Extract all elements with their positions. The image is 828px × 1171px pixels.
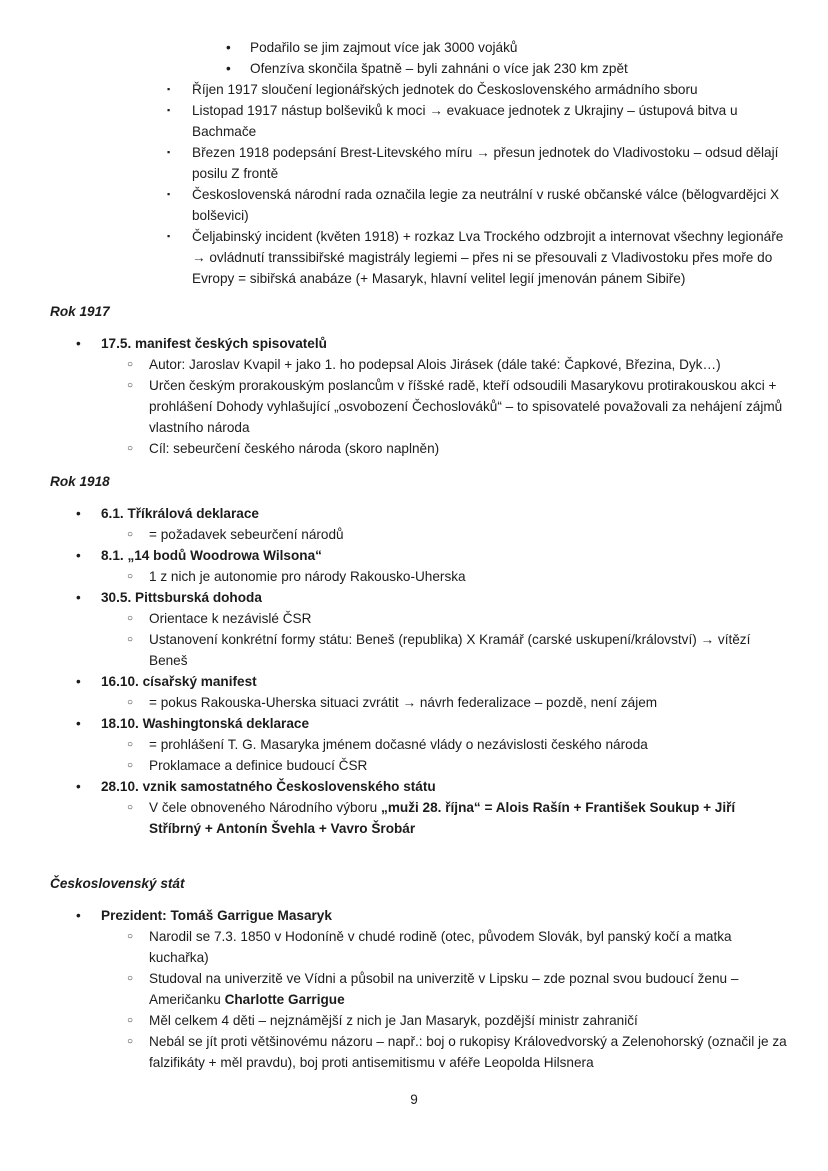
item-text	[149, 378, 782, 435]
item-text	[149, 737, 648, 752]
item-text	[250, 61, 628, 76]
bullet-marker-icon: ▪	[167, 105, 171, 115]
text-run: Proklamace a definice budoucí ČSR	[149, 758, 368, 773]
item-text	[250, 40, 517, 55]
bullet-item	[50, 734, 790, 755]
item-text	[149, 929, 732, 965]
bullet-item	[50, 438, 790, 459]
bullet-marker-icon: ○	[127, 1036, 134, 1047]
item-text	[101, 548, 322, 563]
item-text	[149, 527, 344, 542]
bullet-marker-icon: ▪	[167, 84, 171, 94]
text-run: „muži 28. října“ = Alois Rašín + František Soukup + Jiří Stříbrný + Antonín Švehla + Vavro Šrobár	[149, 800, 736, 836]
bullet-marker-icon: ○	[127, 931, 134, 942]
spacer	[50, 289, 790, 301]
item-text	[149, 569, 466, 584]
text-run: 28.10. vznik samostatného Československého státu	[101, 779, 436, 794]
text-run: = prohlášení T. G. Masaryka jménem dočasné vlády o nezávislosti českého národa	[149, 737, 648, 752]
item-text	[149, 800, 735, 836]
bullet-item	[50, 692, 790, 713]
text-run: 17.5. manifest českých spisovatelů	[101, 336, 327, 351]
text-run: Studoval na univerzitě ve Vídni a působil na univerzitě v Lipsku – zde poznal svou budoucí ženu – Američanku	[149, 971, 739, 1007]
bullet-marker-icon: ○	[127, 760, 134, 771]
text-run: 1 z nich je autonomie pro národy Rakousko-Uherska	[149, 569, 466, 584]
text-run: Říjen 1917 sloučení legionářských jednotek do Československého armádního sboru	[192, 82, 698, 97]
text-run: Ofenzíva skončila špatně – byli zahnáni o více jak 230 km zpět	[250, 61, 628, 76]
item-text	[101, 506, 259, 521]
item-text	[101, 908, 332, 923]
section-heading	[50, 301, 790, 322]
bullet-marker-icon: ○	[127, 613, 134, 624]
bullet-item	[50, 354, 790, 375]
bullet-item	[50, 545, 790, 566]
section-heading	[50, 471, 790, 492]
bullet-marker-icon: •	[226, 61, 231, 76]
bullet-item	[50, 524, 790, 545]
item-text	[192, 187, 779, 223]
bullet-marker-icon: ○	[127, 802, 134, 813]
text-run: Určen českým prorakouským poslancům v říšské radě, kteří odsoudili Masarykovu protirakouskou akci + prohlášení Dohody vyhlašující „osvobození Čechoslováků“ – to spisovatelé považovali za nehájení zájmů vlastního národa	[149, 378, 783, 435]
bullet-item	[50, 100, 790, 142]
text-run: Autor: Jaroslav Kvapil + jako 1. ho podepsal Alois Jirásek (dále také: Čapkové, Březina, Dyk…)	[149, 357, 721, 372]
text-run: 16.10. císařský manifest	[101, 674, 257, 689]
bullet-item	[50, 566, 790, 587]
bullet-item	[50, 79, 790, 100]
item-text	[101, 674, 257, 689]
bullet-marker-icon: ○	[127, 359, 134, 370]
document-content	[50, 37, 790, 1073]
text-run: 6.1. Tříkrálová deklarace	[101, 506, 259, 521]
text-run: Březen 1918 podepsání Brest-Litevského míru → přesun jednotek do Vladivostoku – odsud dělají posilu Z frontě	[192, 145, 779, 181]
text-run: Nebál se jít proti většinovému názoru – např.: boj o rukopisy Královedvorský a Zelenohorský (označil je za falzifikáty + měl pravdu), boj proti antisemitismu v aféře Leopolda Hilsnera	[149, 1034, 787, 1070]
item-text	[149, 1034, 787, 1070]
page-number: 9	[410, 1092, 418, 1107]
text-run: Charlotte Garrigue	[224, 992, 345, 1007]
bullet-item	[50, 608, 790, 629]
bullet-marker-icon: •	[76, 548, 81, 563]
bullet-marker-icon: •	[76, 716, 81, 731]
text-run: Rok 1918	[50, 474, 110, 489]
text-run: 18.10. Washingtonská deklarace	[101, 716, 310, 731]
bullet-item	[50, 797, 790, 839]
bullet-marker-icon: ▪	[167, 231, 171, 241]
bullet-marker-icon: ○	[127, 443, 134, 454]
text-run: 8.1. „14 bodů Woodrowa Wilsona“	[101, 548, 322, 563]
text-run: Měl celkem 4 děti – nejznámější z nich je Jan Masaryk, pozdější ministr zahraničí	[149, 1013, 638, 1028]
item-text	[149, 971, 738, 1007]
bullet-item	[50, 503, 790, 524]
item-text	[149, 611, 311, 626]
spacer	[50, 839, 790, 873]
text-run: Orientace k nezávislé ČSR	[149, 611, 312, 626]
bullet-item	[50, 1031, 790, 1073]
item-text	[101, 779, 436, 794]
heading-text	[50, 474, 110, 489]
bullet-item	[50, 755, 790, 776]
spacer	[50, 459, 790, 471]
bullet-marker-icon: ○	[127, 697, 134, 708]
bullet-item	[50, 968, 790, 1010]
bullet-item	[50, 37, 790, 58]
text-run: Československá národní rada označila legie za neutrální v ruské občanské válce (bělogvardějci X bolševici)	[192, 187, 780, 223]
bullet-item	[50, 713, 790, 734]
spacer	[50, 322, 790, 333]
bullet-item	[50, 587, 790, 608]
text-run: Prezident: Tomáš Garrigue Masaryk	[101, 908, 332, 923]
bullet-marker-icon: ○	[127, 1015, 134, 1026]
item-text	[101, 716, 309, 731]
text-run: Narodil se 7.3. 1850 v Hodoníně v chudé rodině (otec, původem Slovák, byl panský kočí a matka kuchařka)	[149, 929, 732, 965]
bullet-marker-icon: •	[76, 779, 81, 794]
item-text	[192, 82, 698, 97]
bullet-item	[50, 226, 790, 289]
text-run: Podařilo se jim zajmout více jak 3000 vojáků	[250, 40, 518, 55]
bullet-marker-icon: ○	[127, 739, 134, 750]
bullet-item	[50, 375, 790, 438]
bullet-item	[50, 776, 790, 797]
bullet-item	[50, 58, 790, 79]
item-text	[192, 103, 738, 139]
bullet-item	[50, 333, 790, 354]
heading-text	[50, 304, 110, 319]
bullet-marker-icon: ○	[127, 529, 134, 540]
bullet-marker-icon: •	[76, 590, 81, 605]
bullet-item	[50, 629, 790, 671]
item-text	[149, 1013, 638, 1028]
text-run: = pokus Rakouska-Uherska situaci zvrátit → návrh federalizace – pozdě, není zájem	[149, 695, 658, 710]
bullet-item	[50, 905, 790, 926]
item-text	[149, 632, 750, 668]
text-run: Cíl: sebeurčení českého národa (skoro naplněn)	[149, 441, 440, 456]
bullet-item	[50, 926, 790, 968]
bullet-marker-icon: •	[226, 40, 231, 55]
spacer	[50, 492, 790, 503]
heading-text	[50, 876, 185, 891]
bullet-marker-icon: ○	[127, 571, 134, 582]
bullet-marker-icon: ▪	[167, 147, 171, 157]
text-run: Ustanovení konkrétní formy státu: Beneš (republika) X Kramář (carské uskupení/království) → vítězí Beneš	[149, 632, 751, 668]
bullet-marker-icon: •	[76, 506, 81, 521]
text-run: 30.5. Pittsburská dohoda	[101, 590, 262, 605]
bullet-marker-icon: •	[76, 336, 81, 351]
item-text	[101, 590, 262, 605]
section-heading	[50, 873, 790, 894]
bullet-item	[50, 184, 790, 226]
item-text	[192, 229, 783, 286]
text-run: Listopad 1917 nástup bolševiků k moci → evakuace jednotek z Ukrajiny – ústupová bitva u Bachmače	[192, 103, 738, 139]
item-text	[192, 145, 778, 181]
text-run: = požadavek sebeurčení národů	[149, 527, 344, 542]
bullet-marker-icon: ○	[127, 634, 134, 645]
bullet-marker-icon: ▪	[167, 189, 171, 199]
bullet-marker-icon: •	[76, 674, 81, 689]
item-text	[149, 441, 439, 456]
text-run: V čele obnoveného Národního výboru	[149, 800, 382, 815]
text-run: Rok 1917	[50, 304, 110, 319]
bullet-item	[50, 671, 790, 692]
bullet-item	[50, 142, 790, 184]
text-run: Československý stát	[50, 876, 185, 891]
bullet-marker-icon: ○	[127, 973, 134, 984]
item-text	[149, 357, 721, 372]
item-text	[149, 695, 657, 710]
text-run: Čeljabinský incident (květen 1918) + rozkaz Lva Trockého odzbrojit a internovat všechny legionáře → ovládnutí transsibiřské magistrály legiemi – přes ni se přesouvali z Vladivostoku přes moře do Evropy = sibiřská anabáze (+ Masaryk, hlavní velitel legií jmenován pánem Sibiře)	[192, 229, 784, 286]
spacer	[50, 894, 790, 905]
item-text	[149, 758, 367, 773]
bullet-item	[50, 1010, 790, 1031]
item-text	[101, 336, 327, 351]
bullet-marker-icon: •	[76, 908, 81, 923]
bullet-marker-icon: ○	[127, 380, 134, 391]
